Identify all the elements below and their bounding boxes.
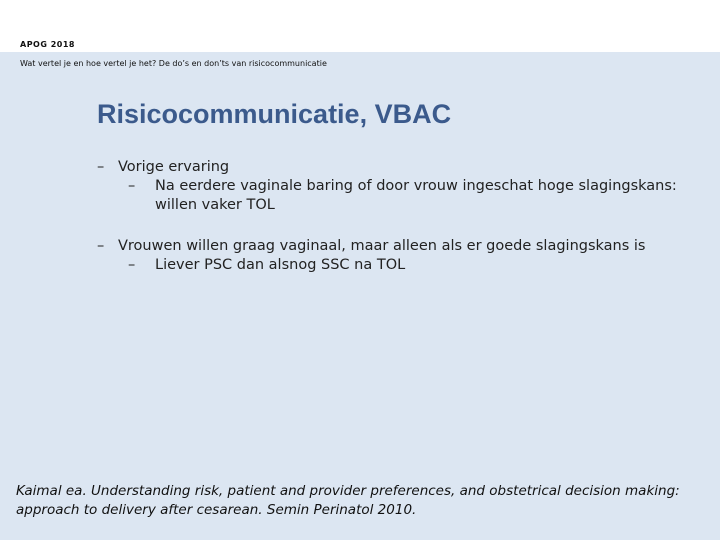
bullet-text: Vrouwen willen graag vaginaal, maar alleen als er goede slagingskans is: [118, 238, 646, 254]
bullet-dash: –: [97, 238, 105, 254]
sub-bullet-text: Na eerdere vaginale baring of door vrouw ingeschat hoge slagingskans: willen vaker TOL: [155, 178, 677, 213]
bullet-list: [97, 158, 697, 275]
bullet-gap: [97, 215, 697, 237]
slide-title: Risicocommunicatie, VBAC: [97, 99, 452, 129]
sub-bullet-dash: –: [128, 178, 136, 194]
bullet-dash: –: [97, 159, 105, 175]
presentation-subtitle: Wat vertel je en hoe vertel je het? De do’s en don’ts van risicocommunicatie: [20, 59, 327, 68]
bullet-item: [97, 237, 697, 256]
sub-bullet-item: [97, 177, 697, 215]
conference-label: APOG 2018: [20, 40, 75, 49]
reference-citation: Kaimal ea. Understanding risk, patient and provider preferences, and obstetrical decision making: approach to delivery after cesarean. Semin Perinatol 2010.: [16, 483, 680, 518]
sub-bullet-text: Liever PSC dan alsnog SSC na TOL: [155, 257, 406, 273]
bullet-item: [97, 158, 697, 177]
slide-header: [0, 0, 720, 52]
bullet-text: Vorige ervaring: [118, 159, 230, 175]
sub-bullet-dash: –: [128, 257, 136, 273]
sub-bullet-item: [97, 256, 697, 275]
